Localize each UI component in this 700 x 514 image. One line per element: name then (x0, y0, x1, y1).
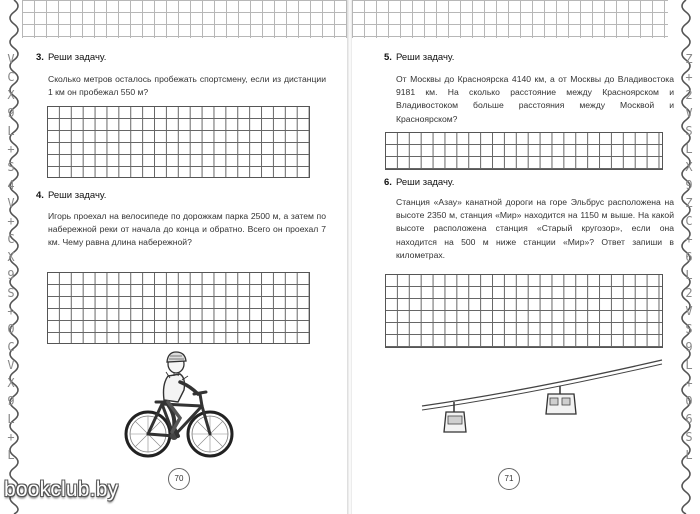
edge-glyph: 6 (685, 412, 693, 426)
edge-glyph: + (685, 376, 693, 390)
edge-glyph: 9 (7, 394, 15, 408)
task-5-answer-grid[interactable] (385, 132, 663, 170)
edge-glyph: S (7, 160, 15, 174)
edge-glyph: X (7, 250, 15, 264)
edge-glyph: C (685, 214, 693, 228)
edge-glyph: 4 (7, 178, 15, 192)
edge-glyph: V (7, 52, 15, 66)
edge-glyph: S (685, 430, 693, 444)
task-6-answer-grid[interactable] (385, 274, 663, 348)
task-label: Реши задачу. (395, 52, 455, 63)
edge-glyph: Z (685, 196, 693, 210)
edge-glyph: L (7, 412, 15, 426)
task-number: 3. (36, 52, 44, 63)
task-5-text: От Москвы до Красноярска 4140 км, а от Москвы до Владивостока 9181 км. На сколько расстояние между Красноярском и Владивостоком больше расстояния между Москвой и Красноярском? (396, 74, 674, 124)
edge-glyph: + (7, 142, 15, 156)
right-page (352, 0, 700, 514)
task-3-answer-grid[interactable] (47, 106, 310, 178)
edge-glyph: C (7, 232, 15, 246)
edge-glyph: 0 (685, 394, 693, 408)
task-label: Реши задачу. (47, 52, 107, 63)
boy-on-bicycle-illustration (118, 348, 238, 460)
page-number: 70 (168, 468, 190, 490)
page-number: 71 (498, 468, 520, 490)
edge-glyph: C (7, 70, 15, 84)
edge-glyph: L (685, 142, 693, 156)
edge-glyph: + (685, 70, 693, 84)
edge-glyph: L (685, 448, 693, 462)
top-grid-strip (22, 0, 348, 38)
task-label: Реши задачу. (47, 190, 107, 201)
edge-glyph: X (685, 160, 693, 174)
edge-glyph: L (7, 124, 15, 138)
cable-car-illustration (412, 350, 672, 450)
task-3 (36, 52, 326, 99)
edge-glyph: V (7, 358, 15, 372)
edge-glyph: + (7, 304, 15, 318)
edge-glyph: 0 (7, 322, 15, 336)
edge-decoration-glyphs (0, 50, 22, 464)
task-3-heading (36, 52, 326, 63)
task-4-answer-grid[interactable] (47, 272, 310, 344)
task-number: 6. (384, 177, 392, 188)
task-label: Реши задачу. (395, 177, 455, 188)
left-page (0, 0, 348, 514)
edge-glyph: 9 (685, 340, 693, 354)
edge-glyph: S (685, 124, 693, 138)
edge-glyph: V (685, 304, 693, 318)
watermark-logo: bookclub.by (4, 478, 119, 501)
edge-glyph: + (7, 430, 15, 444)
task-6-text: Станция «Азау» канатной дороги на горе Эльбрус расположена на высоте 2350 м, станция «Мир» находится на 1150 м выше. На какой высоте расположена станция «Старый кругозор», если она находится на 500 м ниже станции «Мир»? Ответ запиши в километрах. (396, 197, 674, 260)
edge-decoration-glyphs (678, 50, 700, 464)
task-5 (384, 52, 674, 126)
edge-glyph: L (685, 268, 693, 282)
task-3-text: Сколько метров осталось пробежать спортсмену, если из дистанции 1 км он пробежал 550 м? (48, 74, 326, 98)
edge-glyph: S (7, 286, 15, 300)
task-6 (384, 177, 674, 262)
edge-glyph: 9 (7, 268, 15, 282)
edge-glyph: 9 (7, 106, 15, 120)
edge-glyph: 2 (685, 286, 693, 300)
edge-glyph: 2 (685, 88, 693, 102)
task-4 (36, 190, 326, 250)
task-6-heading (384, 177, 674, 188)
edge-glyph: 9 (685, 178, 693, 192)
edge-glyph: + (7, 214, 15, 228)
task-4-text: Игорь проехал на велосипеде по дорожкам парка 2500 м, а затем по набережной реки от начала до конца и обратно. Всего он проехал 7 км. Чему равна длина набережной? (48, 211, 326, 248)
top-grid-strip (352, 0, 668, 38)
edge-glyph: + (685, 232, 693, 246)
task-5-heading (384, 52, 674, 63)
edge-glyph: X (7, 88, 15, 102)
edge-glyph: V (7, 196, 15, 210)
edge-glyph: Z (685, 52, 693, 66)
edge-glyph: X (7, 376, 15, 390)
edge-glyph: S (685, 322, 693, 336)
edge-glyph: C (7, 340, 15, 354)
edge-glyph: L (7, 448, 15, 462)
task-number: 4. (36, 190, 44, 201)
edge-glyph: V (685, 106, 693, 120)
task-4-heading (36, 190, 326, 201)
edge-glyph: L (685, 358, 693, 372)
edge-glyph: 6 (685, 250, 693, 264)
task-number: 5. (384, 52, 392, 63)
